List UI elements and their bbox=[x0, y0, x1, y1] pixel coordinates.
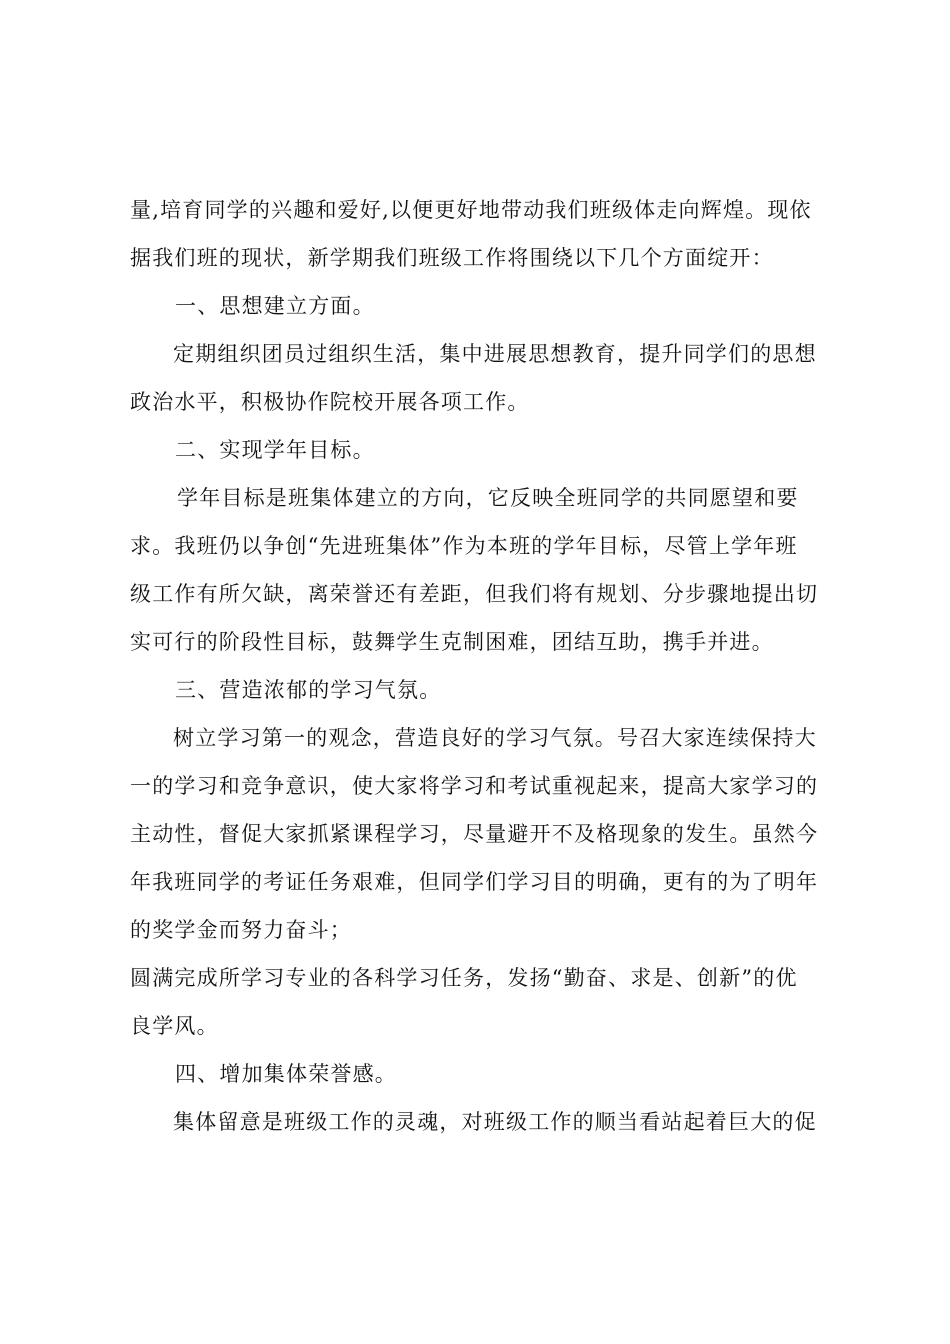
section-heading-3: 三、营造浓郁的学习气氛。 bbox=[175, 678, 442, 702]
paragraph-line-14: 圆满完成所学习专业的各科学习任务，发扬“勤奋、求是、创新”的优 bbox=[130, 966, 798, 990]
paragraph-line-7: 级工作有所欠缺，离荣誉还有差距，但我们将有规划、分步骤地提出切 bbox=[130, 582, 819, 606]
paragraph-line-11: 主动性，督促大家抓紧课程学习，尽量避开不及格现象的发生。虽然今 bbox=[130, 822, 819, 846]
paragraph-line-5: 学年目标是班集体建立的方向，它反映全班同学的共同愿望和要 bbox=[177, 486, 799, 510]
section-heading-1: 一、思想建立方面。 bbox=[175, 294, 375, 318]
paragraph-line-15: 良学风。 bbox=[130, 1014, 219, 1038]
paragraph-line-8: 实可行的阶段性目标，鼓舞学生克制困难，团结互助，携手并进。 bbox=[130, 630, 774, 654]
document-body bbox=[130, 186, 830, 1146]
paragraph-line-1: 量,培育同学的兴趣和爱好,以便更好地带动我们班级体走向辉煌。现依 bbox=[130, 198, 812, 222]
paragraph-line-3: 定期组织团员过组织生活，集中进展思想教育，提升同学们的思想 bbox=[173, 342, 817, 366]
section-heading-2: 二、实现学年目标。 bbox=[175, 438, 375, 462]
paragraph-line-13: 的奖学金而努力奋斗； bbox=[130, 918, 352, 942]
paragraph-line-9: 树立学习第一的观念，营造良好的学习气氛。号召大家连续保持大 bbox=[173, 726, 817, 750]
paragraph-line-4: 政治水平，积极协作院校开展各项工作。 bbox=[130, 390, 530, 414]
section-heading-4: 四、增加集体荣誉感。 bbox=[175, 1062, 397, 1086]
paragraph-line-10: 一的学习和竞争意识，使大家将学习和考试重视起来，提高大家学习的 bbox=[130, 774, 819, 798]
paragraph-line-16: 集体留意是班级工作的灵魂，对班级工作的顺当看站起着巨大的促 bbox=[173, 1110, 817, 1134]
paragraph-line-2: 据我们班的现状，新学期我们班级工作将围绕以下几个方面绽开： bbox=[130, 246, 774, 270]
paragraph-line-6: 求。我班仍以争创“先进班集体”作为本班的学年目标，尽管上学年班 bbox=[130, 534, 798, 558]
paragraph-line-12: 年我班同学的考证任务艰难，但同学们学习目的明确，更有的为了明年 bbox=[130, 870, 819, 894]
